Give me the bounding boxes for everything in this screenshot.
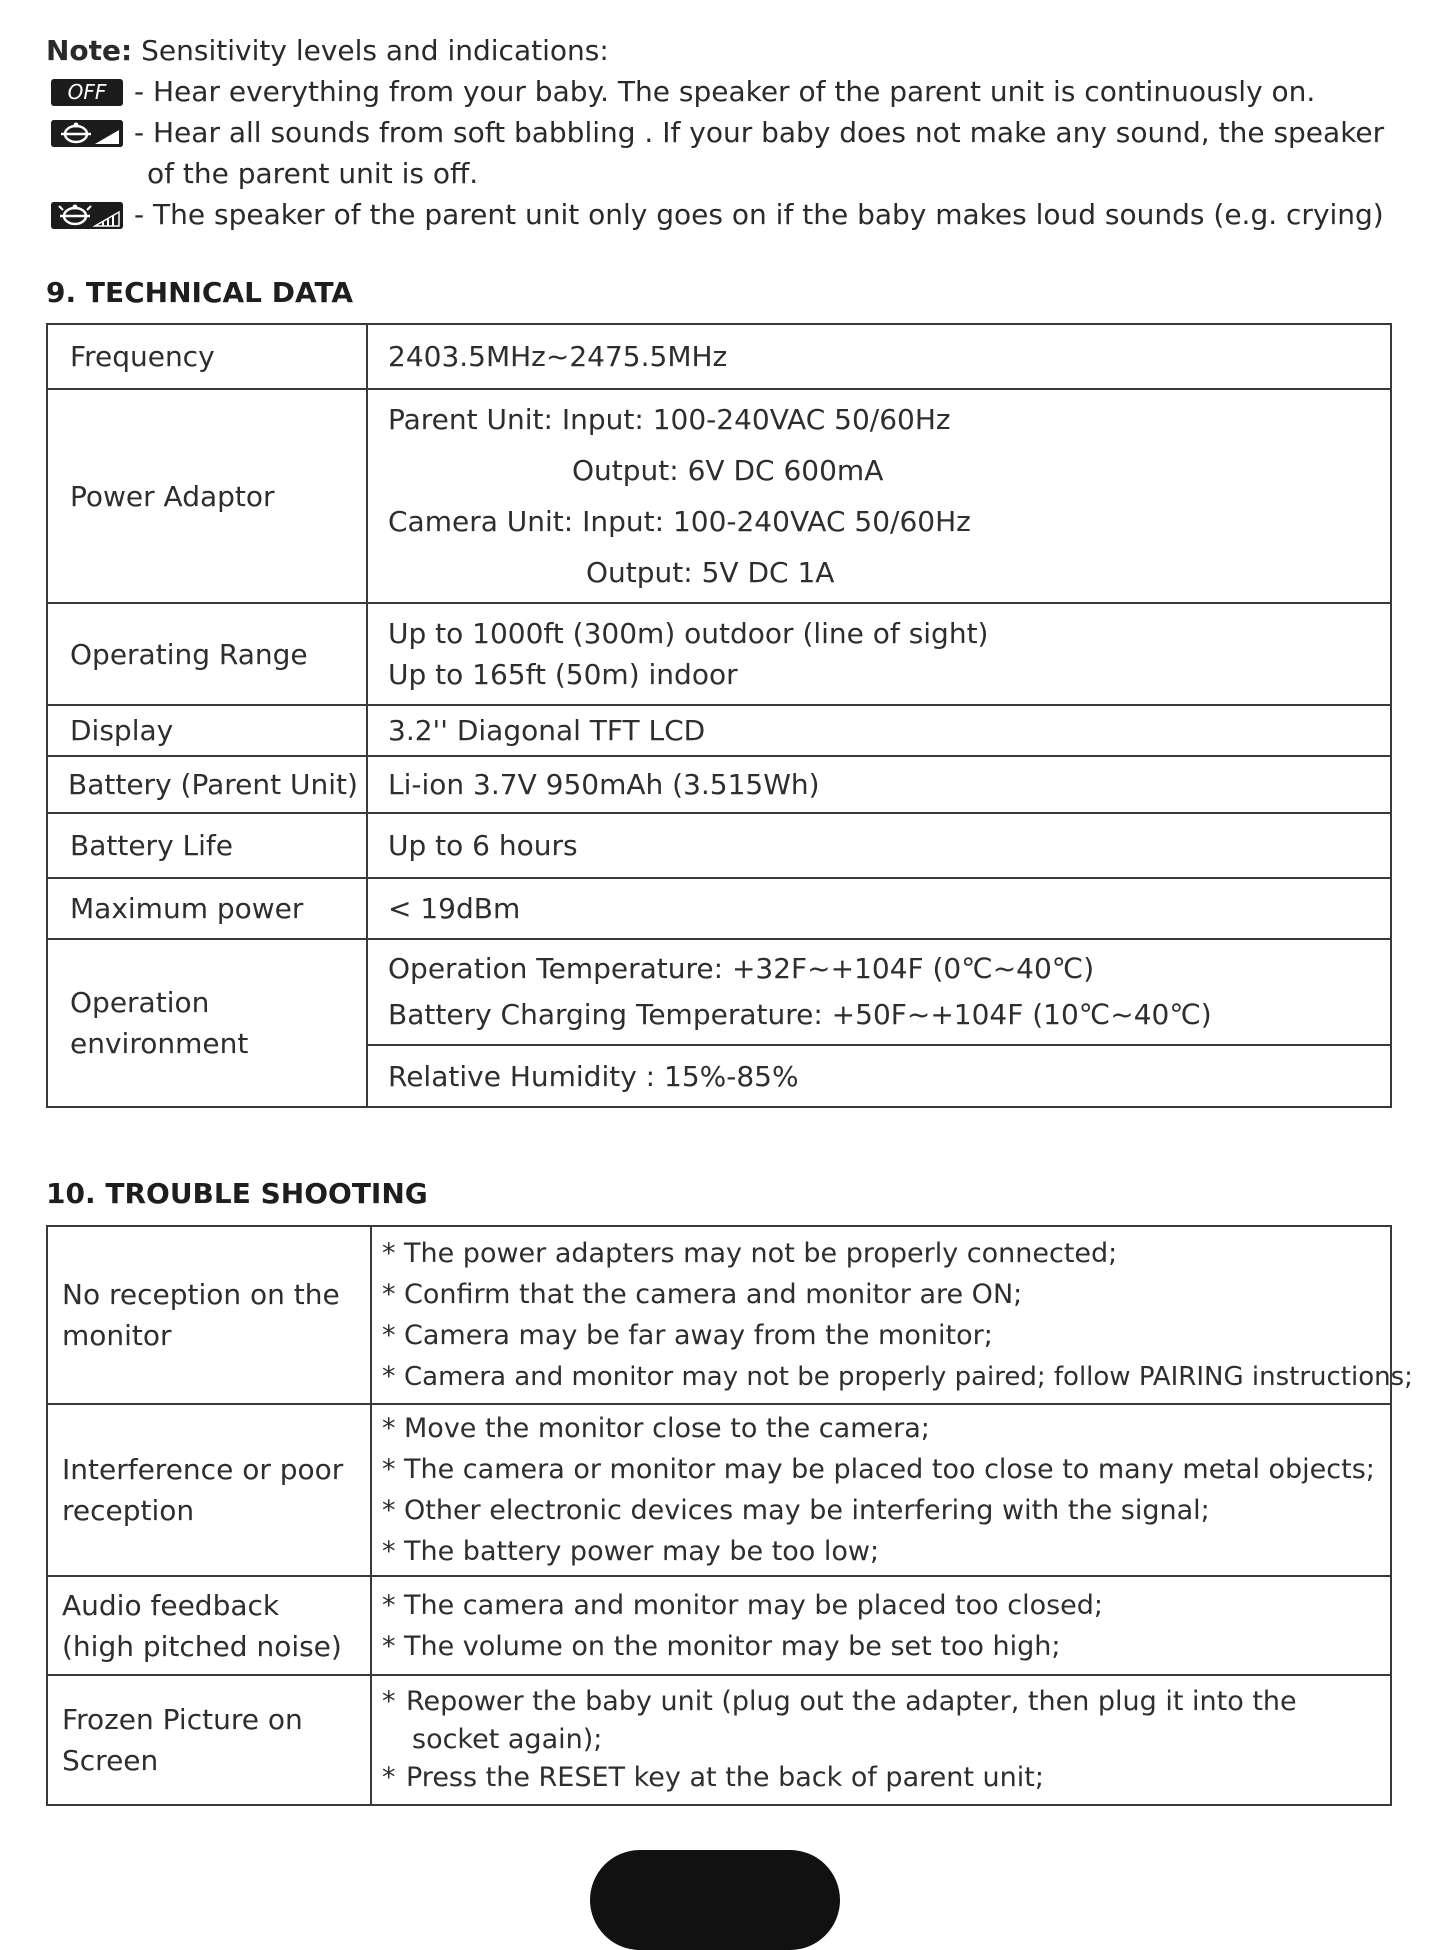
solution-list: * Move the monitor close to the camera; * The camera or monitor may be placed too close to many metal objects; * Other electronic devices may be interfering with the signal; * The battery power may be too low; <box>371 1404 1391 1576</box>
spec-label: Operating Range <box>47 603 367 705</box>
table-row <box>47 813 1391 878</box>
spec-label: Display <box>47 705 367 756</box>
table-row <box>47 1576 1391 1675</box>
technical-data-table <box>46 323 1392 1108</box>
spec-label: Power Adaptor <box>47 389 367 603</box>
spec-value: < 19dBm <box>367 878 1391 939</box>
spec-label: Frequency <box>47 324 367 389</box>
technical-data-heading: 9. TECHNICAL DATA <box>46 276 354 309</box>
spec-value: Relative Humidity : 15%-85% <box>367 1045 1391 1107</box>
table-row <box>47 1675 1391 1805</box>
spec-value: Up to 6 hours <box>367 813 1391 878</box>
table-row <box>47 603 1391 705</box>
spec-value: 3.2'' Diagonal TFT LCD <box>367 705 1391 756</box>
problem-label: Frozen Picture on Screen <box>47 1675 371 1805</box>
spec-value: Parent Unit: Input: 100-240VAC 50/60Hz Output: 6V DC 600mA Camera Unit: Input: 100-240VAC 50/60Hz Output: 5V DC 1A <box>367 389 1391 603</box>
sensitivity-level-off: OFF - Hear everything from your baby. The speaker of the parent unit is continuously on. <box>46 71 1426 112</box>
high-sensitivity-icon <box>51 202 123 229</box>
sensitivity-level-low: - Hear all sounds from soft babbling . If your baby does not make any sound, the speaker of the parent unit is off. <box>46 112 1426 194</box>
table-row <box>47 939 1391 1045</box>
off-badge-icon: OFF <box>51 79 123 106</box>
solution-list: * The power adapters may not be properly connected; * Confirm that the camera and monitor are ON; * Camera may be far away from the monitor; * Camera and monitor may not be properly paired; follow PAIRING instructions; <box>371 1226 1391 1404</box>
note-heading: Note: Sensitivity levels and indications: <box>46 34 609 67</box>
home-indicator[interactable] <box>590 1850 840 1950</box>
spec-value: Li-ion 3.7V 950mAh (3.515Wh) <box>367 756 1391 813</box>
low-sensitivity-icon <box>51 120 123 147</box>
solution-list: * Repower the baby unit (plug out the adapter, then plug it into the socket again); * Press the RESET key at the back of parent unit; <box>371 1675 1391 1805</box>
spec-label: Maximum power <box>47 878 367 939</box>
table-row <box>47 1226 1391 1404</box>
spec-label: Battery Life <box>47 813 367 878</box>
spec-value: 2403.5MHz~2475.5MHz <box>367 324 1391 389</box>
spec-label: Battery (Parent Unit) <box>47 756 367 813</box>
table-row <box>47 756 1391 813</box>
trouble-shooting-table <box>46 1225 1413 1806</box>
problem-label: Audio feedback (high pitched noise) <box>47 1576 371 1675</box>
trouble-shooting-heading: 10. TROUBLE SHOOTING <box>46 1177 428 1210</box>
table-row <box>47 389 1391 603</box>
problem-label: No reception on the monitor <box>47 1226 371 1404</box>
table-row <box>47 705 1391 756</box>
problem-label: Interference or poor reception <box>47 1404 371 1576</box>
solution-list: * The camera and monitor may be placed too closed; * The volume on the monitor may be set too high; <box>371 1576 1391 1675</box>
sensitivity-note <box>46 30 1426 235</box>
table-row <box>47 878 1391 939</box>
spec-value: Operation Temperature: +32F~+104F (0℃~40℃) Battery Charging Temperature: +50F~+104F (10℃~40℃) <box>367 939 1391 1045</box>
sensitivity-level-high: - The speaker of the parent unit only goes on if the baby makes loud sounds (e.g. crying) <box>46 194 1426 235</box>
table-row <box>47 324 1391 389</box>
table-row <box>47 1404 1391 1576</box>
spec-label: Operation environment <box>47 939 367 1107</box>
spec-value: Up to 1000ft (300m) outdoor (line of sight) Up to 165ft (50m) indoor <box>367 603 1391 705</box>
